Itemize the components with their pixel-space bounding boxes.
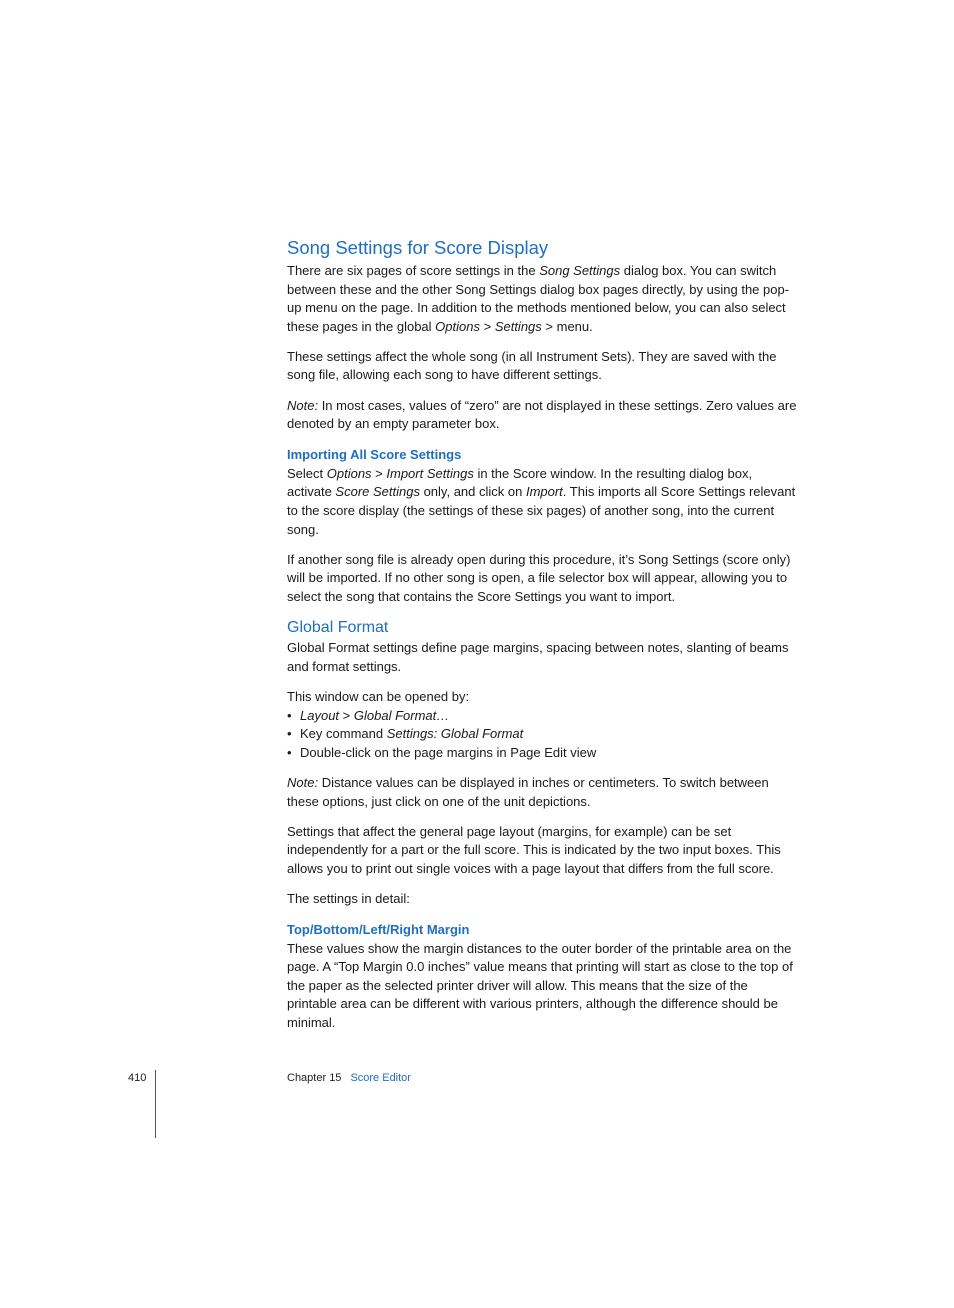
- list-item: • Key command Settings: Global Format: [287, 725, 799, 744]
- global-format-paragraph-1: Global Format settings define page margins, spacing between notes, slanting of beams and format settings.: [287, 640, 789, 674]
- song-settings-note: Note: In most cases, values of “zero” are not displayed in these settings. Zero values are denoted by an empty parameter box.: [287, 397, 797, 432]
- global-format-paragraph-2: Settings that affect the general page layout (margins, for example) can be set independently for a part or the full score. This is indicated by the two input boxes. This allows you to print out single voices with a page layout that differs from the full score.: [287, 823, 781, 876]
- importing-paragraph-2: If another song file is already open during this procedure, it’s Song Settings (score only) will be imported. If no other song is open, a file selector box will appear, allowing you to select the song that contains the Score Settings you want to import.: [287, 551, 791, 604]
- opening-methods-list: [287, 707, 799, 763]
- list-item: • Double-click on the page margins in Page Edit view: [287, 744, 799, 763]
- page-content: [287, 236, 799, 1044]
- section-title-song-settings: Song Settings for Score Display: [287, 237, 549, 258]
- song-settings-paragraph-1: There are six pages of score settings in the Song Settings dialog box. You can switch between these and the other Song Settings dialog box pages directly, by using the pop-up menu on the page. In addition to the methods mentioned below, you can also select these pages in the global Options > Settings > menu.: [287, 263, 790, 334]
- list-item: • Layout > Global Format…: [287, 707, 799, 726]
- margins-paragraph-1: These values show the margin distances to the outer border of the printable area on the page. A “Top Margin 0.0 inches” value means that printing will start as close to the top of the paper as the selected printer driver will allow. This means that the size of the printable area can be different with various printers, although the difference should be minimal.: [287, 940, 793, 1030]
- chapter-label: Chapter 15: [287, 1072, 342, 1084]
- global-format-opened-by: This window can be opened by:: [287, 689, 470, 705]
- subsection-title-importing: Importing All Score Settings: [287, 446, 462, 462]
- footer-divider: [155, 1070, 156, 1138]
- page-number: 410: [128, 1072, 147, 1084]
- importing-paragraph-1: Select Options > Import Settings in the Score window. In the resulting dialog box, activate Score Settings only, and click on Import. This imports all Score Settings relevant to the score display (the settings of these six pages) of another song, into the current song.: [287, 465, 796, 537]
- chapter-title: Score Editor: [350, 1072, 411, 1084]
- global-format-paragraph-3: The settings in detail:: [287, 890, 410, 906]
- section-title-global-format: Global Format: [287, 619, 389, 637]
- chapter-footer: [287, 1070, 411, 1086]
- global-format-note: Note: Distance values can be displayed in inches or centimeters. To switch between these options, just click on one of the unit depictions.: [287, 774, 769, 809]
- note-label: Note:: [287, 397, 319, 413]
- note-label: Note:: [287, 774, 319, 790]
- subsection-title-margins: Top/Bottom/Left/Right Margin: [287, 921, 470, 937]
- song-settings-paragraph-2: These settings affect the whole song (in all Instrument Sets). They are saved with the song file, allowing each song to have different settings.: [287, 348, 777, 383]
